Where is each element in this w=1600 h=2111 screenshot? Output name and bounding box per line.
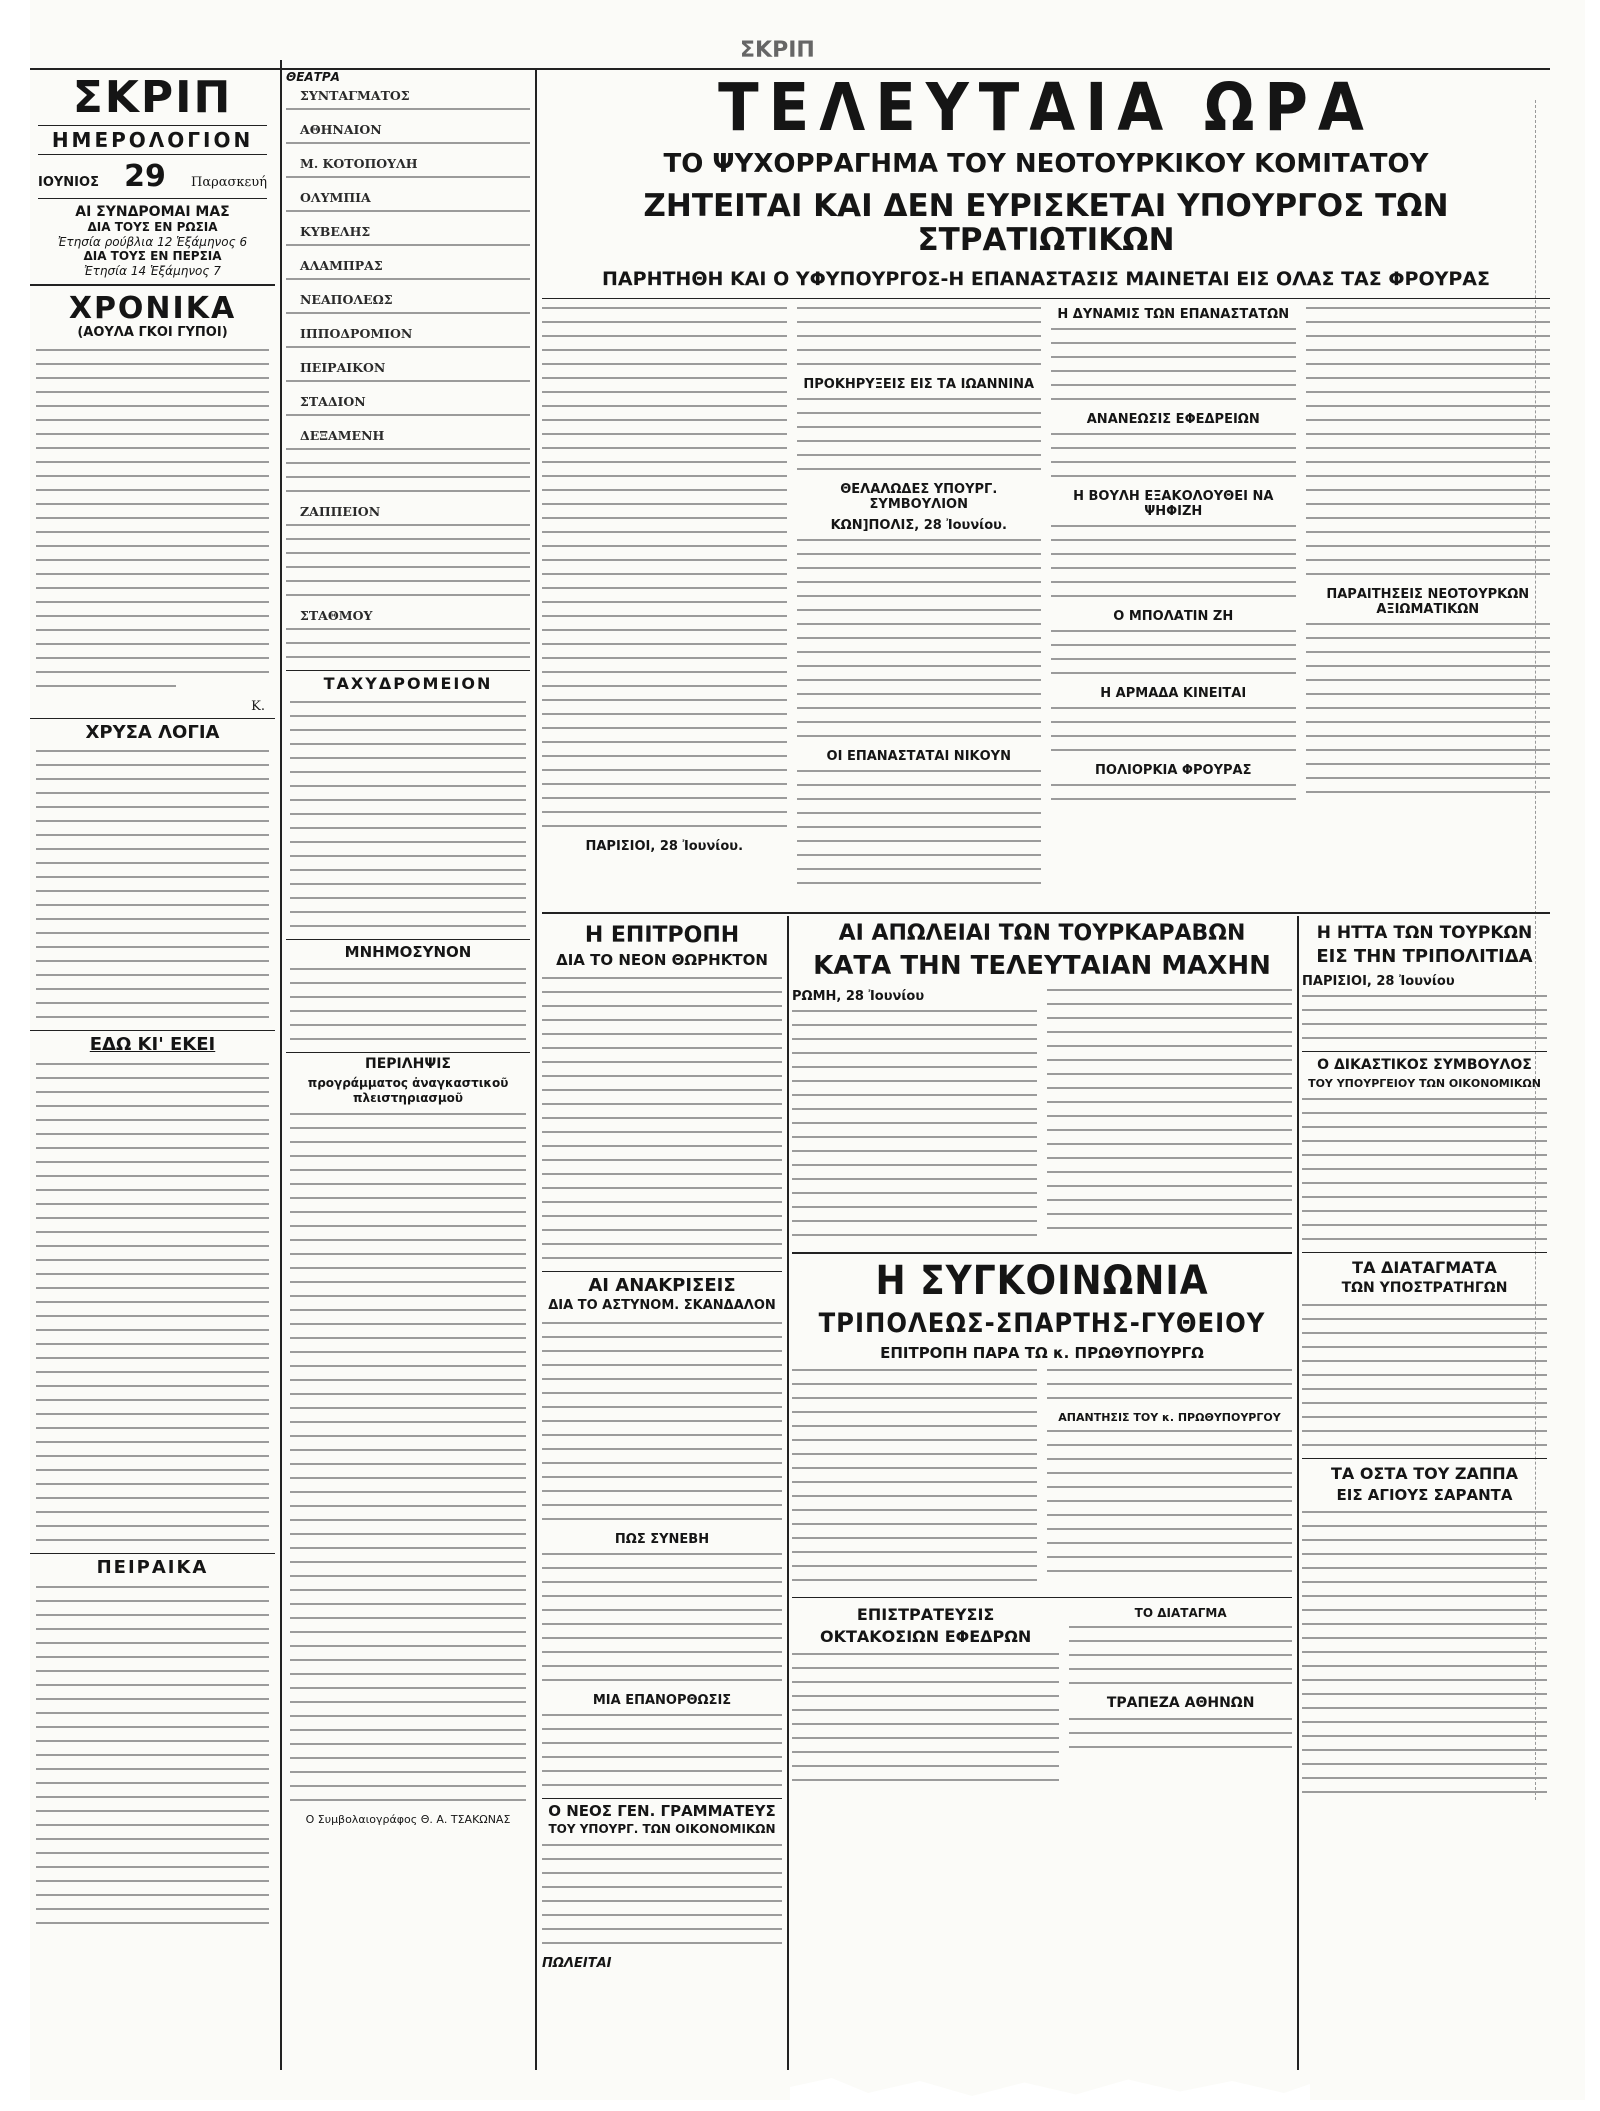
edo-title: ΕΔΩ ΚΙ' ΕΚΕΙ [89, 1034, 216, 1056]
sub-head: Ο ΜΠΟΛΑΤΙΝ ΖΗ [1113, 608, 1234, 624]
main-story-col-3 [1051, 307, 1296, 896]
decrees-sub: ΤΩΝ ΥΠΟΣΤΡΑΤΗΓΩΝ [1341, 1279, 1508, 1296]
chronika-subtitle: (ΑΟΥΛΑ ΓΚΟΙ ΓΥΠΟΙ) [77, 324, 228, 340]
sygkoinonia-sub: ΤΡΙΠΟΛΕΩΣ-ΣΠΑΡΤΗΣ-ΓΥΘΕΙΟΥ [818, 1307, 1266, 1339]
post-title: ΤΑΧΥΔΡΟΜΕΙΟΝ [323, 674, 493, 693]
main-banner: ΤΕΛΕΥΤΑΙΑ ΩΡΑ [718, 70, 1374, 146]
subscriptions-title: ΑΙ ΣΥΝΔΡΟΜΑΙ ΜΑΣ [75, 204, 230, 220]
theatre-entry: ΣΤΑΘΜΟΥ [300, 608, 373, 623]
column-rule [535, 70, 537, 2070]
theatres-list [286, 88, 530, 658]
piraika-text [36, 1586, 269, 1924]
masthead: ΣΚΡΙΠ [72, 72, 233, 123]
column-rule [280, 60, 282, 2070]
sygkoinonia-sub2: ΕΠΙΤΡΟΠΗ ΠΑΡΑ ΤΩ κ. ΠΡΩΘΥΠΟΥΡΓΩ [880, 1343, 1204, 1362]
main-story [542, 70, 1550, 910]
headline-1: ΤΟ ΨΥΧΟΡΡΑΓΗΜΑ ΤΟΥ ΝΕΟΤΟΥΡΚΙΚΟΥ ΚΟΜΙΤΑΤΟΥ [663, 149, 1429, 179]
sub-head: ΠΡΟΚΗΡΥΞΕΙΣ ΕΙΣ ΤΑ ΙΩΑΝΝΙΝΑ [803, 376, 1035, 392]
bones-sub: ΕΙΣ ΑΓΙΟΥΣ ΣΑΡΑΝΤΑ [1336, 1485, 1513, 1504]
epistrateusis-title: ΕΠΙΣΤΡΑΤΕΥΣΙΣ [856, 1605, 995, 1625]
defeat-sub: ΕΙΣ ΤΗΝ ΤΡΙΠΟΛΙΤΙΔΑ [1316, 945, 1533, 967]
sub-head: Η ΑΡΜΑΔΑ ΚΙΝΕΙΤΑΙ [1100, 685, 1247, 701]
summary-signature: Ο Συμβολαιογράφος Θ. Α. ΤΣΑΚΩΝΑΣ [305, 1813, 511, 1827]
piraika-title: ΠΕΙΡΑΙΚΑ [96, 1557, 209, 1579]
sub-head: ΘΕΛΑΛΩΔΕΣ ΥΠΟΥΡΓ. ΣΥΜΒΟΥΛΙΟΝ [840, 481, 998, 512]
subscriptions-line: Ἐτησία 14 Ἑξάμηνος 7 [84, 263, 221, 278]
bones-title: ΤΑ ΟΣΤΑ ΤΟΥ ΖΑΠΠΑ [1330, 1463, 1519, 1483]
left-column [30, 70, 275, 2090]
trapeza: ΤΡΑΠΕΖΑ ΑΘΗΝΩΝ [1106, 1695, 1255, 1712]
counsel-sub: ΤΟΥ ΥΠΟΥΡΓΕΙΟΥ ΤΩΝ ΟΙΚΟΝΟΜΙΚΩΝ [1308, 1076, 1541, 1090]
sygkoinonia-title: Η ΣΥΓΚΟΙΝΩΝΙΑ [875, 1257, 1209, 1304]
theatre-entry: ΣΥΝΤΑΓΜΑΤΟΣ [300, 88, 410, 103]
defeat-title: Η ΗΤΤΑ ΤΩΝ ΤΟΥΡΚΩΝ [1316, 923, 1533, 943]
sygkoinonia-reply: ΑΠΑΝΤΗΣΙΣ ΤΟΥ κ. ΠΡΩΘΥΠΟΥΡΓΟΥ [1058, 1411, 1281, 1425]
theatre-entry: ΙΠΠΟΔΡΟΜΙΟΝ [300, 326, 413, 341]
top-banner: ΣΚΡΙΠ [740, 38, 815, 63]
theatre-entry: ΚΥΒΕΛΗΣ [300, 224, 371, 239]
losses-dateline: ΡΩΜΗ, 28 Ἰουνίου [792, 988, 925, 1004]
memorial-title: ΜΝΗΜΟΣΥΝΟΝ [344, 942, 472, 961]
diatagma: ΤΟ ΔΙΑΤΑΓΜΑ [1134, 1606, 1227, 1621]
golden-words-text [36, 750, 269, 1018]
sub-head: ΟΙ ΕΠΑΝΑΣΤΑΤΑΙ ΝΙΚΟΥΝ [826, 748, 1011, 764]
date-day: 29 [124, 159, 166, 194]
masthead-subtitle: ΗΜΕΡΟΛΟΓΙΟΝ [51, 128, 254, 152]
summary-title: ΠΕΡΙΛΗΨΙΣ [365, 1056, 451, 1073]
epitropi-sub: ΔΙΑ ΤΟ ΝΕΟΝ ΘΩΡΗΚΤΟΝ [556, 951, 768, 970]
dateline: ΚΩΝ]ΠΟΛΙΣ, 28 Ἰουνίου. [830, 517, 1007, 533]
theatre-entry: ΑΛΑΜΠΡΑΣ [300, 258, 383, 273]
dateline: ΠΑΡΙΣΙΟΙ, 28 Ἰουνίου. [585, 838, 744, 854]
section-rule [542, 912, 1550, 914]
losses-title: ΑΙ ΑΠΩΛΕΙΑΙ ΤΩΝ ΤΟΥΡΚΑΡΑΒΩΝ [838, 921, 1246, 946]
summary-text [290, 1113, 526, 1801]
theatre-entry: ΟΛΥΜΠΙΑ [300, 190, 371, 205]
date-weekday: Παρασκευή [191, 175, 267, 190]
subscriptions-line: ΔΙΑ ΤΟΥΣ ΕΝ ΡΩΣΙΑ [87, 220, 218, 235]
gen-sub: ΤΟΥ ΥΠΟΥΡΓ. ΤΩΝ ΟΙΚΟΝΟΜΙΚΩΝ [548, 1822, 776, 1837]
epitropi-title: Η ΕΠΙΤΡΟΠΗ [584, 923, 740, 948]
subscriptions-line: Ἐτησία ρούβλια 12 Ἑξάμηνος 6 [57, 234, 248, 249]
theatre-entry: ΝΕΑΠΟΛΕΩΣ [300, 292, 393, 307]
theatre-entry: ΑΘΗΝΑΙΟΝ [300, 122, 382, 137]
second-column [286, 70, 530, 2090]
edo-text [36, 1063, 269, 1541]
main-story-col-4 [1306, 307, 1551, 896]
summary-subtitle: προγράμματος ἀναγκαστικοῦ πλειστηριασμοῦ [307, 1076, 509, 1105]
sub-head: ΠΑΡΑΙΤΗΣΕΙΣ ΝΕΟΤΟΥΡΚΩΝ ΑΞΙΩΜΑΤΙΚΩΝ [1326, 586, 1530, 617]
theatre-entry: Μ. ΚΟΤΟΠΟΥΛΗ [300, 156, 418, 171]
pos-synevi: ΠΩΣ ΣΥΝΕΒΗ [614, 1531, 710, 1547]
theatra-title: ΘΕΑΤΡΑ [286, 70, 340, 84]
sub-head: ΑΝΑΝΕΩΣΙΣ ΕΦΕΔΡΕΙΩΝ [1086, 411, 1260, 427]
sub-head: Η ΔΥΝΑΜΙΣ ΤΩΝ ΕΠΑΝΑΣΤΑΤΩΝ [1057, 306, 1290, 322]
chronika-title: ΧΡΟΝΙΚΑ [68, 290, 237, 326]
newspaper-page [30, 0, 1585, 2100]
main-story-col-1 [542, 307, 787, 896]
anakriseis-title: ΑΙ ΑΝΑΚΡΙΣΕΙΣ [588, 1274, 736, 1296]
epanorthosis: ΜΙΑ ΕΠΑΝΟΡΘΩΣΙΣ [592, 1692, 732, 1708]
theatre-entry: ΔΕΞΑΜΕΝΗ [300, 428, 385, 443]
anakriseis-sub: ΔΙΑ ΤΟ ΑΣΤΥΝΟΜ. ΣΚΑΝΔΑΛΟΝ [548, 1298, 776, 1314]
decrees-title: ΤΑ ΔΙΑΤΑΓΜΑΤΑ [1352, 1257, 1497, 1277]
defeat-dateline: ΠΑΡΙΣΙΟΙ, 28 Ἰουνίου [1302, 974, 1455, 990]
column-rule [1297, 916, 1299, 2070]
theatre-entry: ΠΕΙΡΑΙΚΟΝ [300, 360, 386, 375]
right-column [1302, 916, 1547, 2090]
center-block [792, 916, 1292, 2090]
chronika-text [36, 349, 269, 687]
date-month: ΙΟΥΝΙΟΣ [38, 175, 99, 190]
theatre-entry: ΣΤΑΔΙΟΝ [300, 394, 366, 409]
golden-words-title: ΧΡΥΣΑ ΛΟΓΙΑ [85, 721, 220, 743]
memorial-text [290, 968, 526, 1040]
headline-3: ΠΑΡΗΤΗΘΗ ΚΑΙ Ο ΥΦΥΠΟΥΡΓΟΣ-Η ΕΠΑΝΑΣΤΑΣΙΣ ΜΑΙΝΕΤΑΙ ΕΙΣ ΟΛΑΣ ΤΑΣ ΦΡΟΥΡΑΣ [602, 267, 1490, 290]
sub-head: ΠΟΛΙΟΡΚΙΑ ΦΡΟΥΡΑΣ [1095, 762, 1252, 778]
post-text [290, 701, 526, 927]
epistrateusis-sub: ΟΚΤΑΚΟΣΙΩΝ ΕΦΕΔΡΩΝ [819, 1626, 1032, 1646]
gen-title: Ο ΝΕΟΣ ΓΕΝ. ΓΡΑΜΜΑΤΕΥΣ [548, 1801, 776, 1820]
poleitai-label: ΠΩΛΕΙΤΑΙ [542, 1956, 612, 1972]
main-story-col-2 [797, 307, 1042, 896]
subscriptions-line: ΔΙΑ ΤΟΥΣ ΕΝ ΠΕΡΣΙΑ [83, 249, 222, 264]
middle-left-block [542, 916, 782, 2090]
headline-2: ΖΗΤΕΙΤΑΙ ΚΑΙ ΔΕΝ ΕΥΡΙΣΚΕΤΑΙ ΥΠΟΥΡΓΟΣ ΤΩΝ ΣΤΡΑΤΙΩΤΙΚΩΝ [643, 187, 1449, 258]
counsel-title: Ο ΔΙΚΑΣΤΙΚΟΣ ΣΥΜΒΟΥΛΟΣ [1317, 1057, 1532, 1074]
theatre-entry: ΖΑΠΠΕΙΟΝ [300, 504, 381, 519]
sub-head: Η ΒΟΥΛΗ ΕΞΑΚΟΛΟΥΘΕΙ ΝΑ ΨΗΦΙΖΗ [1073, 488, 1274, 519]
chronika-signature: Κ. [251, 698, 265, 714]
column-rule [787, 916, 789, 2070]
losses-sub: ΚΑΤΑ ΤΗΝ ΤΕΛΕΥΤΑΙΑΝ ΜΑΧΗΝ [813, 951, 1271, 982]
